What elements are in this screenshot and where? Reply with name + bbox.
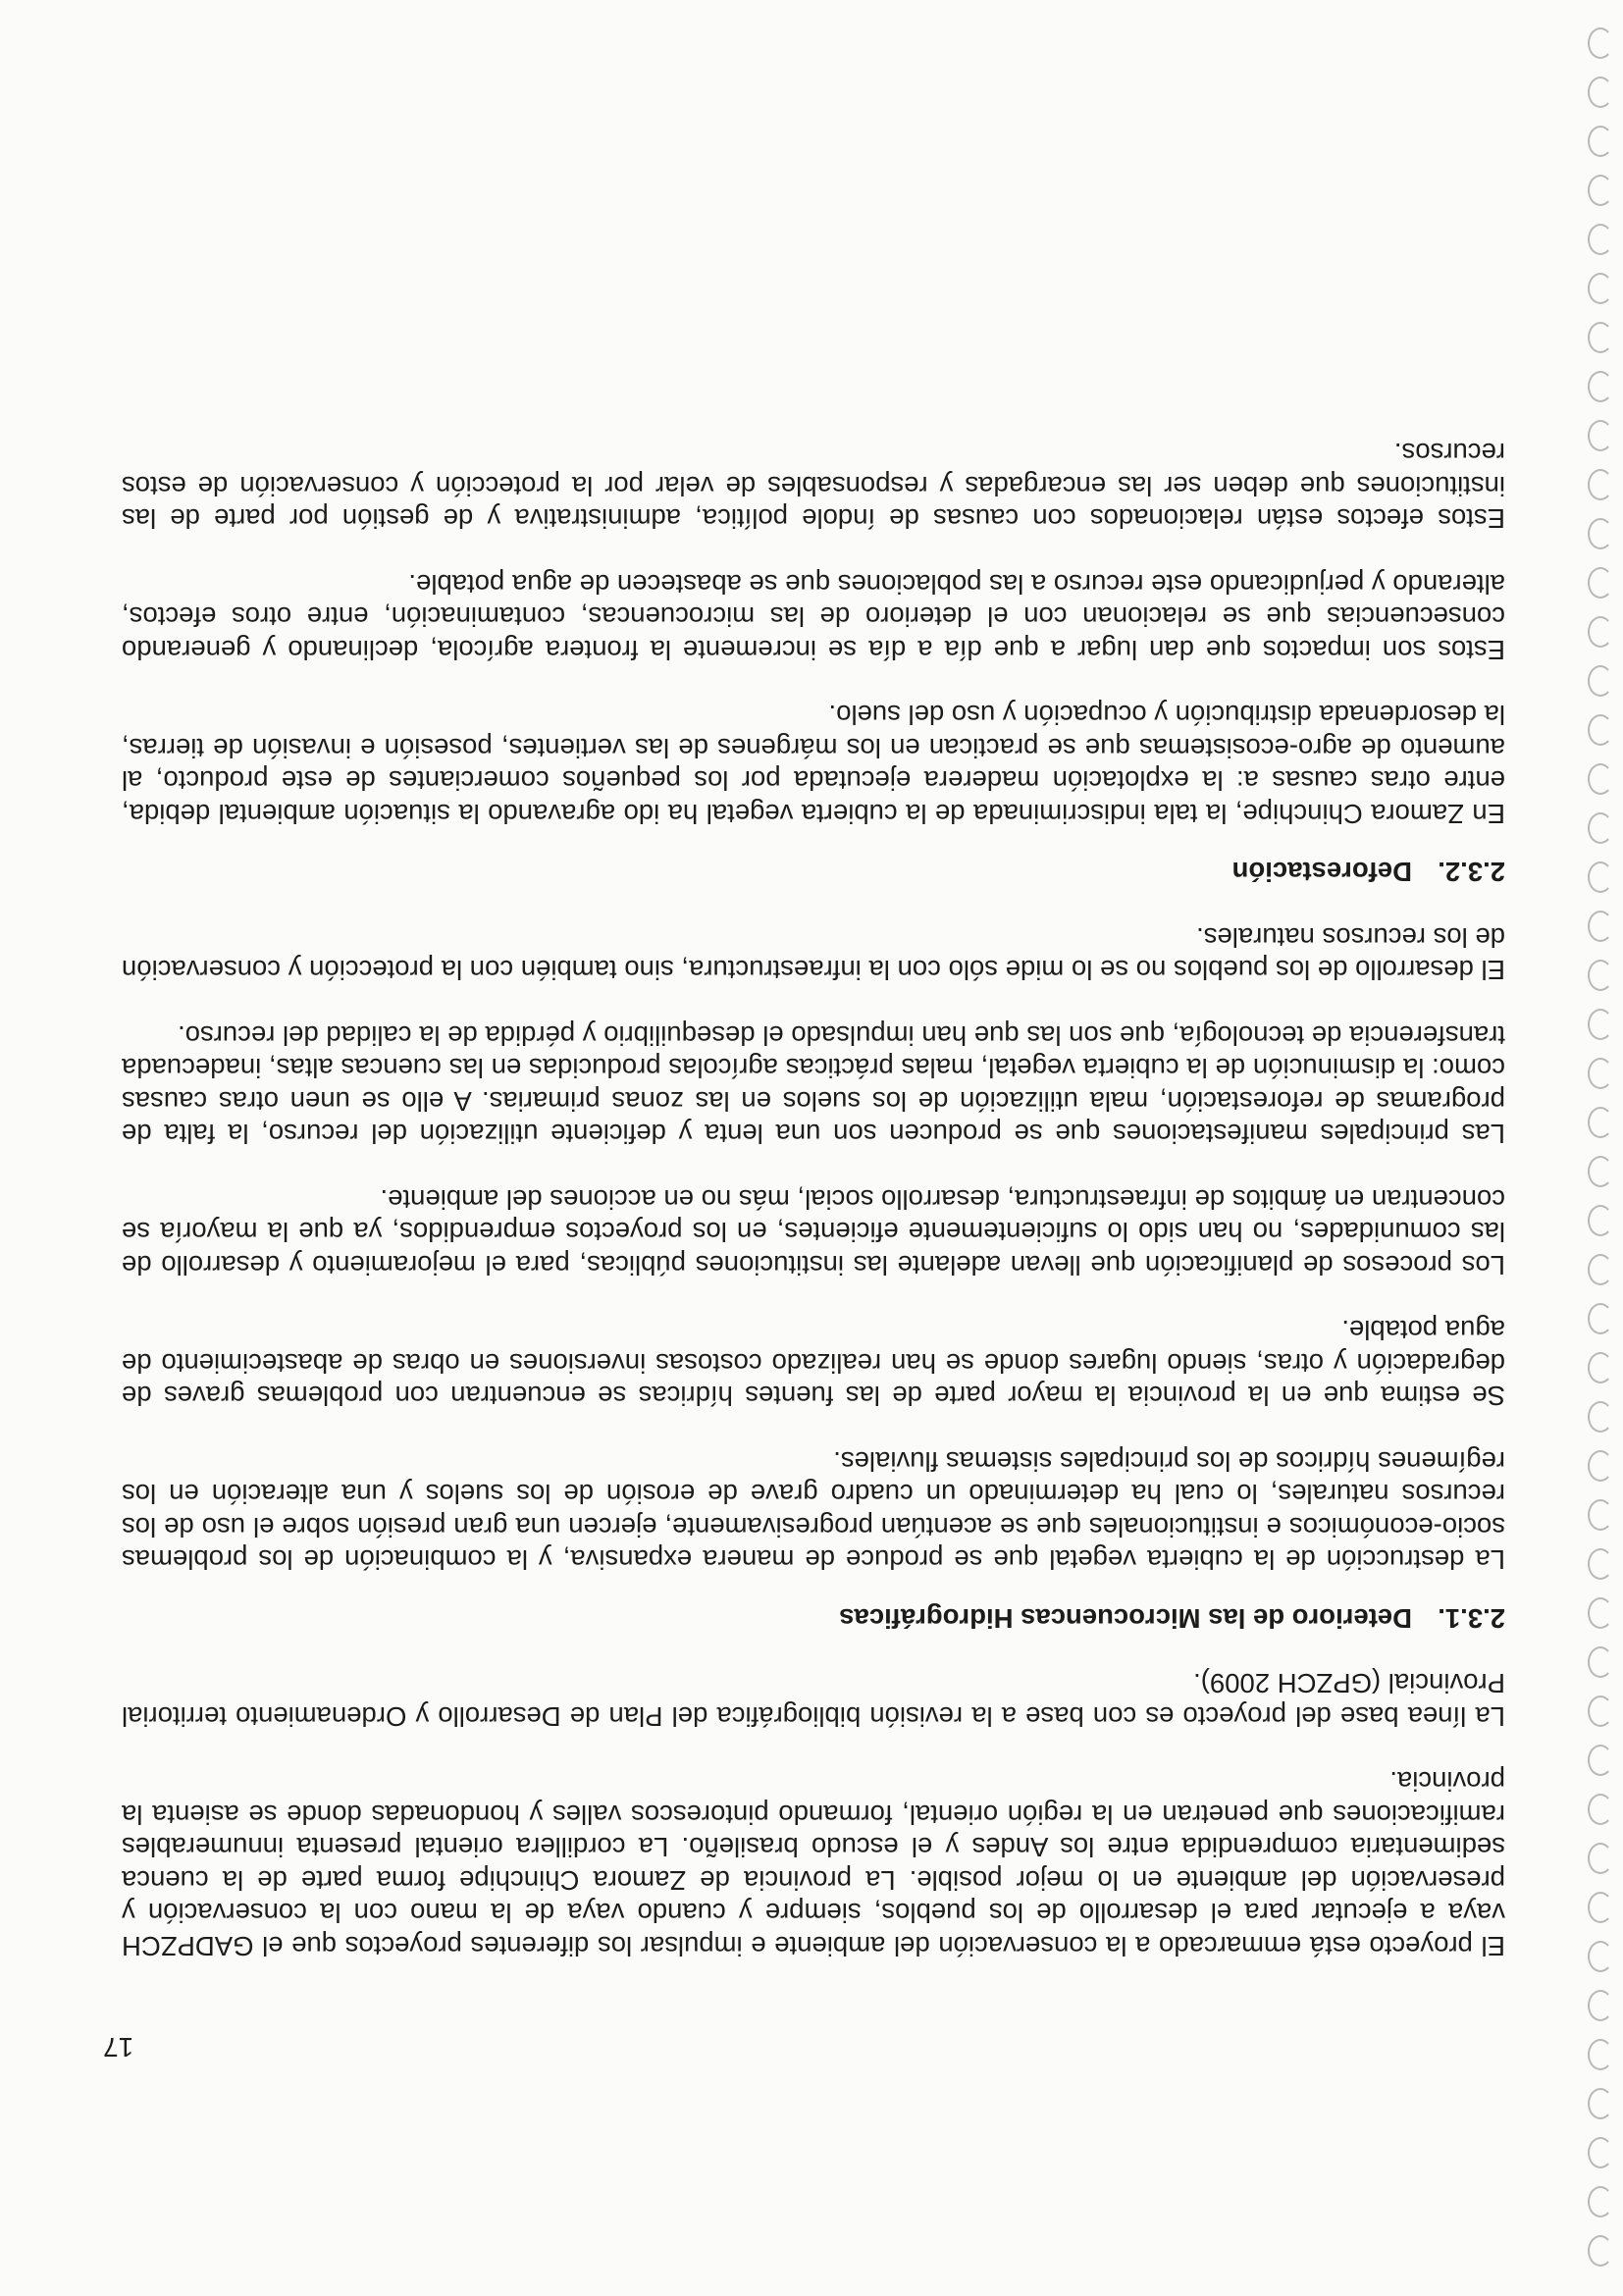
binding-hole bbox=[1588, 861, 1613, 893]
binding-hole bbox=[1588, 1646, 1613, 1678]
binding-hole bbox=[1588, 126, 1613, 157]
binding-hole bbox=[1588, 2137, 1613, 2168]
section-title: Deterioro de las Microcuencas Hidrográficas bbox=[839, 1603, 1412, 1634]
binding-hole bbox=[1588, 763, 1613, 795]
section-heading-2-3-2 bbox=[122, 856, 1505, 889]
binding-hole bbox=[1588, 1352, 1613, 1383]
binding-hole bbox=[1588, 273, 1613, 304]
binding-hole bbox=[1588, 1303, 1613, 1334]
binding-hole bbox=[1588, 1548, 1613, 1580]
binding-hole bbox=[1588, 77, 1613, 108]
section-number: 2.3.1. bbox=[1438, 1603, 1505, 1634]
binding-hole bbox=[1588, 1450, 1613, 1482]
binding-hole bbox=[1588, 2039, 1613, 2070]
binding-hole bbox=[1588, 1696, 1613, 1727]
binding-hole bbox=[1588, 1843, 1613, 1874]
section-heading-2-3-1 bbox=[122, 1602, 1505, 1636]
binding-hole bbox=[1588, 1205, 1613, 1236]
binding-hole bbox=[1588, 2186, 1613, 2218]
binding-hole bbox=[1588, 1401, 1613, 1433]
section-number: 2.3.2. bbox=[1438, 857, 1505, 888]
section-2-paragraph: En Zamora Chinchipe, la tala indiscriminada de la cubierta vegetal ha ido agravando la situación ambiental debida, entre otras causas a: la explotación maderera ejecutada por los pequeños comerciantes de este producto, al aumento de agro-ecosistemas que se practican en los márgenes de las vertientes, posesión e invasión de tierras, la desordenada distribución y ocupación y uso del suelo. bbox=[122, 700, 1505, 829]
binding-hole bbox=[1588, 1597, 1613, 1629]
binding-hole bbox=[1588, 371, 1613, 402]
binding-hole bbox=[1588, 1156, 1613, 1187]
binding-hole bbox=[1588, 469, 1613, 500]
binding-hole bbox=[1588, 1794, 1613, 1825]
intro-paragraph-2: La línea base del proyecto es con base a la revisión bibliográfica del Plan de Desarrollo y Ordenamiento territorial Provincial (GPZCH 2009). bbox=[122, 1668, 1505, 1732]
binding-hole bbox=[1588, 714, 1613, 746]
section-1-paragraph: Los procesos de planificación que llevan adelante las instituciones públicas, para el mejoramiento y desarrollo de las comunidades, no han sido lo suficientemente eficientes, en los proyectos emprendidos, ya que la mayoría se concentran en ámbitos de infraestructura, desarrollo social, más no en acciones del ambiente. bbox=[122, 1184, 1505, 1280]
binding-hole bbox=[1588, 1107, 1613, 1138]
binding-hole bbox=[1588, 665, 1613, 697]
section-1-paragraph: Las principales manifestaciones que se producen son una lenta y deficiente utilización del recurso, la falta de programas de reforestación, mala utilización de los suelos en las zonas primarias. A ello se unen otras causas como: la disminución de la cubierta vegetal, malas prácticas agrícolas producidas en las cuencas altas, inadecuada transferencia de tecnología, que son las que han impulsado el desequilibrio y pérdida de la calidad del recurso. bbox=[122, 1020, 1505, 1150]
intro-paragraph-1: El proyecto está emmarcado a la conservación del ambiente e impulsar los diferentes proyectos que el GADPZCH vaya a ejecutar para el desarrollo de los pueblos, siempre y cuando vaya de la mano con la conservación y preservación del ambiente en lo mejor posible. La provincia de Zamora Chinchipe forma parte de la cuenca sedimentaria comprendida entre los Andes y el escudo brasileño. La cordillera oriental presenta innumerables ramificaciones que penetran en la región oriental, formando pintorescos valles y hondonadas donde se asienta la provincia. bbox=[122, 1766, 1505, 1961]
binding-hole bbox=[1588, 911, 1613, 942]
binding-holes bbox=[1574, 10, 1613, 2267]
binding-hole bbox=[1588, 2235, 1613, 2267]
binding-hole bbox=[1588, 1058, 1613, 1089]
binding-hole bbox=[1588, 322, 1613, 353]
section-2-paragraph: Estos efectos están relacionados con causas de índole política, administrativa y de gestión por parte de las instituciones que deben ser las encargadas y responsables de velar por la protección y conservación de estos recursos. bbox=[122, 438, 1505, 535]
document-body bbox=[122, 404, 1505, 1962]
binding-hole bbox=[1588, 1990, 1613, 2021]
binding-hole bbox=[1588, 1941, 1613, 1972]
binding-hole bbox=[1588, 2088, 1613, 2119]
binding-hole bbox=[1588, 1009, 1613, 1040]
binding-hole bbox=[1588, 518, 1613, 549]
binding-hole bbox=[1588, 616, 1613, 648]
binding-hole bbox=[1588, 812, 1613, 844]
binding-hole bbox=[1588, 1499, 1613, 1531]
binding-hole bbox=[1588, 224, 1613, 255]
binding-hole bbox=[1588, 1892, 1613, 1923]
binding-hole bbox=[1588, 1254, 1613, 1285]
section-1-paragraph: La destrucción de la cubierta vegetal que se produce de manera expansiva, y la combinación de los problemas socio-económicos e institucionales que se acentúan progresivamente, ejercen una gran presión sobre el uso de los recursos naturales, lo cual ha determinado un cuadro grave de erosión de los suelos y una alteración en los regímenes hídricos de los principales sistemas fluviales. bbox=[122, 1446, 1505, 1576]
binding-hole bbox=[1588, 420, 1613, 451]
section-title: Deforestación bbox=[1231, 857, 1412, 888]
binding-hole bbox=[1588, 567, 1613, 599]
page-number: 17 bbox=[103, 2032, 134, 2062]
binding-hole bbox=[1588, 1745, 1613, 1776]
section-1-paragraph: Se estima que en la provincia la mayor parte de las fuentes hídricas se encuentran con problemas graves de degradación y otras, siendo lugares donde se han realizado costosas inversiones en obras de abastecimiento de agua potable. bbox=[122, 1315, 1505, 1412]
binding-hole bbox=[1588, 27, 1613, 59]
binding-hole bbox=[1588, 175, 1613, 206]
binding-hole bbox=[1588, 960, 1613, 991]
section-2-paragraph: Estos son impactos que dan lugar a que día a día se incremente la frontera agrícola, declinando y generando consecuencias que se relacionan con el deterioro de las microcuencas, contaminación, entre otros efectos, alterando y perjudicando este recurso a las poblaciones que se abastecen de agua potable. bbox=[122, 569, 1505, 665]
section-1-paragraph: El desarrollo de los pueblos no se lo mide sólo con la infraestructura, sino también con la protección y conservación de los recursos naturales. bbox=[122, 922, 1505, 986]
